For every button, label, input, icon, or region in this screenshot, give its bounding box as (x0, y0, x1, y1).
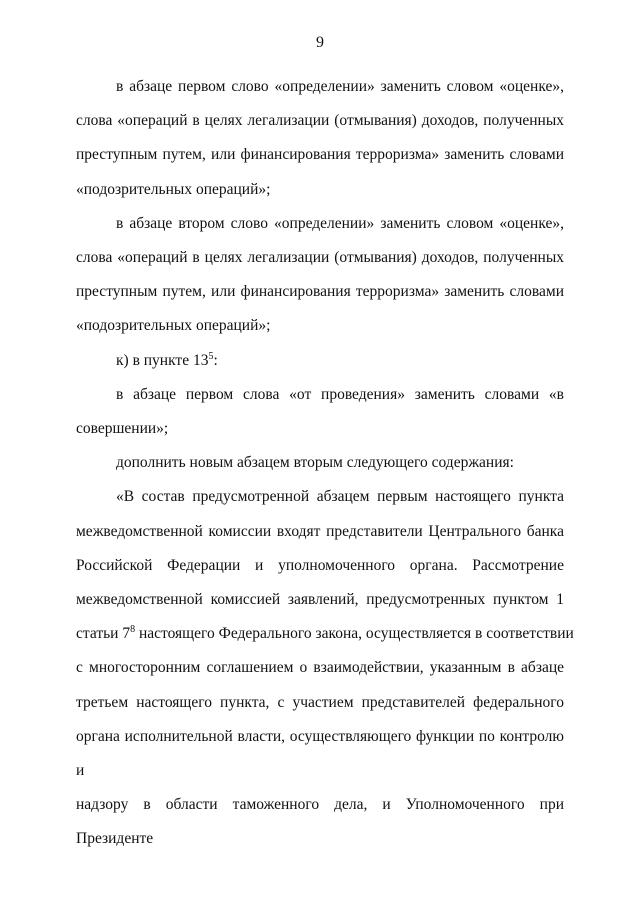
text-run: к) в пункте 13 (116, 351, 209, 369)
text-line: межведомственной комиссией заявлений, предусмотренных пунктом 1 (76, 591, 564, 609)
text-line: слова «операций в целях легализации (отмывания) доходов, полученных (76, 249, 564, 267)
text-line: межведомственной комиссии входят представители Центрального банка (76, 522, 564, 540)
paragraph-6 (76, 480, 574, 856)
text-line: в абзаце первом слово «определении» заменить словом «оценке», (116, 78, 564, 95)
text-line: «подозрительных операций»; (76, 180, 271, 198)
text-line: в абзаце первом слова «от проведения» заменить словами «в (116, 385, 564, 403)
text-run: статьи 7 (76, 625, 131, 643)
text-run: настоящего Федерального закона, осуществляется в соответствии (135, 625, 574, 643)
text-line (76, 617, 574, 651)
text-line: надзору в области таможенного дела, и Уполномоченного при Президенте (76, 796, 564, 848)
text-line: «подозрительных операций»; (76, 317, 271, 335)
paragraph-3 (76, 344, 564, 378)
superscript: 8 (130, 624, 136, 636)
document-body (76, 70, 574, 857)
paragraph-1 (76, 70, 564, 207)
text-run: : (213, 351, 218, 369)
text-line: преступным путем, или финансирования терроризма» заменить словами (76, 146, 564, 164)
text-line: слова «операций в целях легализации (отмывания) доходов, полученных (76, 112, 564, 130)
text-line: органа исполнительной власти, осуществляющего функции по контролю и (76, 727, 564, 780)
text-line: Российской Федерации и уполномоченного органа. Рассмотрение (76, 556, 564, 574)
text-line: дополнить новым абзацем вторым следующего содержания: (116, 454, 514, 472)
paragraph-4 (76, 378, 564, 446)
text-line: в абзаце втором слово «определении» заменить словом «оценке», (116, 214, 564, 232)
text-line: преступным путем, или финансирования терроризма» заменить словами (76, 283, 564, 301)
text-line (76, 344, 564, 378)
superscript: 5 (208, 350, 214, 362)
text-line: «В состав предусмотренной абзацем первым настоящего пункта (116, 488, 564, 506)
text-line: с многосторонним соглашением о взаимодействии, указанным в абзаце (76, 659, 564, 677)
paragraph-2 (76, 207, 564, 344)
text-line: совершении»; (76, 420, 169, 438)
paragraph-5 (76, 446, 564, 480)
page-number: 9 (316, 34, 324, 51)
text-line: третьем настоящего пункта, с участием представителей федерального (76, 693, 564, 711)
